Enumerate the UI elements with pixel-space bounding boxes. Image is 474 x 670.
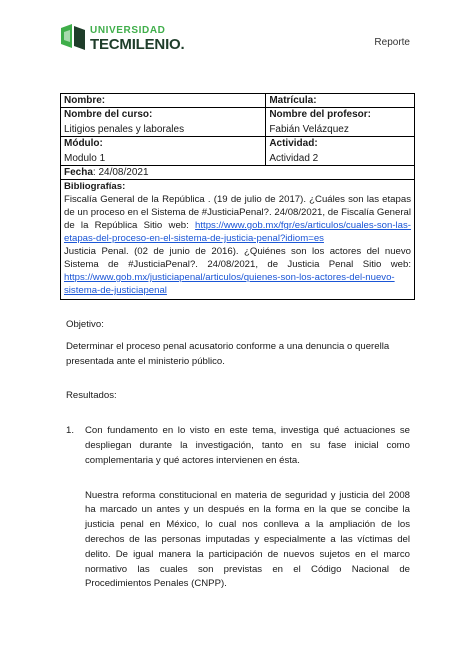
results-list-item — [66, 424, 410, 468]
list-item-number: 1. — [66, 425, 75, 437]
logo-university-text: UNIVERSIDAD — [90, 25, 166, 36]
student-info-table — [60, 93, 415, 300]
report-label: Reporte — [374, 37, 410, 48]
logo-tecmilenio-text: TECMILENIO. — [90, 36, 185, 53]
name-label: Nombre: — [64, 95, 106, 106]
bibliography-entry-2-text: Justicia Penal. (02 de junio de 2016). ¿Quiénes son los actores del nuevo Sistema de #JusticiaPenal?. 24/08/2021, de Justicia Penal Sitio web: — [64, 246, 411, 270]
answer-paragraph: Nuestra reforma constitucional en materia de seguridad y justicia del 2008 ha marcado un antes y un después en la forma en la que se concibe la justicia penal en México, lo cual nos conlleva a la ampliación de los derechos de las personas imputadas y especialmente a las víctimas del delito. De igual manera la participación de nuevos sujetos en el marco normativo las cuales son previstas en el Código Nacional de Procedimientos Penales (CNPP). — [85, 489, 410, 590]
bibliography-link-1[interactable]: https://www.gob.mx/fgr/es/articulos/cuales-son-las-etapas-del-proceso-en-el-sistema-de-justicia-penal?idiom=es — [64, 220, 411, 244]
activity-value: Actividad 2 — [269, 153, 319, 164]
tecmilenio-emblem-icon — [60, 22, 86, 52]
report-body — [66, 318, 410, 592]
date-cell — [61, 166, 415, 180]
professor-label: Nombre del profesor: — [269, 109, 371, 120]
professor-cell — [266, 108, 415, 137]
bibliography-entry-1 — [64, 193, 411, 245]
module-label: Módulo: — [64, 138, 103, 149]
bibliography-link-2[interactable]: https://www.gob.mx/justiciapenal/articulos/quienes-son-los-actores-del-nuevo-sistema-de-justiciapenal — [64, 272, 395, 296]
objective-text: Determinar el proceso penal acusatorio conforme a una denuncia o querella presentada ante el ministerio público. — [66, 340, 390, 367]
name-cell — [61, 94, 266, 108]
activity-cell — [266, 137, 415, 166]
module-value: Modulo 1 — [64, 153, 106, 164]
bibliography-cell — [61, 180, 415, 300]
matricula-cell — [266, 94, 415, 108]
course-value: Litigios penales y laborales — [64, 124, 185, 135]
bibliography-label: Bibliografías: — [64, 181, 126, 192]
matricula-label: Matrícula: — [269, 95, 317, 106]
date-value: : 24/08/2021 — [92, 167, 149, 178]
activity-label: Actividad: — [269, 138, 318, 149]
bibliography-entry-1-text: Fiscalía General de la República . (19 de julio de 2017). ¿Cuáles son las etapas de un proceso en el Sistema de #JusticiaPenal?. 24/08/2021, de Fiscalía General de la República Sitio web: — [64, 194, 411, 231]
list-item-text: Con fundamento en lo visto en este tema, investiga qué actuaciones se despliegan durante la investigación, tanto en su fase inicial como complementaria y qué actores intervienen en ésta. — [85, 425, 410, 466]
page-header — [0, 0, 474, 70]
date-label: Fecha — [64, 167, 93, 178]
professor-value: Fabián Velázquez — [269, 124, 349, 135]
objective-label: Objetivo: — [66, 319, 104, 330]
course-cell — [61, 108, 266, 137]
course-label: Nombre del curso: — [64, 109, 153, 120]
module-cell — [61, 137, 266, 166]
results-label: Resultados: — [66, 390, 117, 402]
bibliography-entry-2 — [64, 245, 411, 299]
university-logo — [60, 22, 210, 52]
